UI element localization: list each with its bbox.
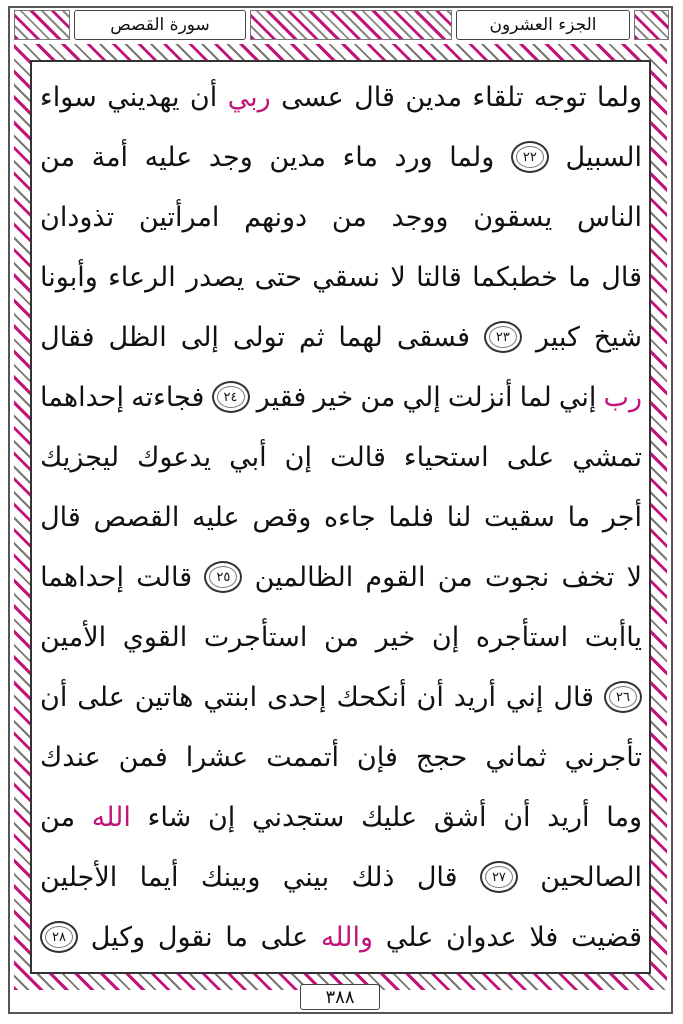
text-line bbox=[40, 130, 642, 184]
word: القصص bbox=[93, 501, 180, 533]
word: على bbox=[77, 681, 125, 713]
word: أن bbox=[503, 801, 531, 833]
word: لما bbox=[519, 381, 552, 413]
word: عسى bbox=[281, 81, 344, 113]
word: خير bbox=[375, 621, 416, 653]
word: فسقى bbox=[396, 321, 470, 353]
word: أنكحك bbox=[336, 681, 407, 713]
word: قال bbox=[354, 81, 395, 113]
word: تأجرني bbox=[564, 741, 642, 773]
word: بيني bbox=[282, 861, 330, 893]
word: سقيت bbox=[483, 501, 555, 533]
word: ليجزيك bbox=[40, 441, 120, 473]
quran-text-block bbox=[40, 68, 642, 966]
word: قال bbox=[416, 861, 458, 893]
word: وقص bbox=[252, 501, 312, 533]
highlighted-word: رب bbox=[603, 381, 642, 413]
word: حتى bbox=[254, 261, 302, 293]
text-line bbox=[40, 670, 642, 724]
word: أن bbox=[40, 681, 68, 713]
word: ثم bbox=[298, 321, 325, 353]
word: فلا bbox=[529, 921, 559, 953]
word: إحدى bbox=[267, 681, 327, 713]
word: امرأتين bbox=[138, 201, 220, 233]
ayah-marker: ٢٨ bbox=[40, 921, 78, 953]
word: أريد bbox=[547, 801, 590, 833]
word: جاءه bbox=[323, 501, 376, 533]
text-line bbox=[40, 490, 642, 544]
word: الأمين bbox=[40, 621, 107, 653]
word: فلما bbox=[388, 501, 435, 533]
word: أمة bbox=[91, 141, 129, 173]
word: نسقي bbox=[312, 261, 381, 293]
ayah-marker: ٢٣ bbox=[484, 321, 522, 353]
word: إحداهما bbox=[40, 381, 124, 413]
word: قال bbox=[40, 501, 81, 533]
word: حجج bbox=[415, 741, 468, 773]
word: تولى bbox=[232, 321, 286, 353]
word: إلي bbox=[402, 381, 441, 413]
word: وما bbox=[606, 801, 642, 833]
word: علي bbox=[385, 921, 434, 953]
word: أجر bbox=[602, 501, 642, 533]
word: وأبونا bbox=[40, 261, 98, 293]
word: الصالحين bbox=[540, 861, 642, 893]
text-line bbox=[40, 310, 642, 364]
ayah-marker: ٢٥ bbox=[204, 561, 242, 593]
word: استحياء bbox=[403, 441, 489, 473]
word: عدوان bbox=[445, 921, 517, 953]
word: عشرا bbox=[185, 741, 249, 773]
word: يسقون bbox=[473, 201, 553, 233]
header-ornament-right bbox=[634, 10, 669, 40]
word: ما bbox=[568, 261, 591, 293]
word: أن bbox=[189, 81, 218, 113]
word: ولما bbox=[449, 141, 495, 173]
word: أتممت bbox=[266, 741, 339, 773]
word: لا bbox=[626, 561, 642, 593]
text-line bbox=[40, 370, 642, 424]
word: قال bbox=[553, 681, 595, 713]
word: لنا bbox=[446, 501, 472, 533]
text-line bbox=[40, 70, 642, 124]
word: فإن bbox=[356, 741, 398, 773]
juz-name-label: الجزء العشرون bbox=[456, 10, 630, 40]
word: قالتا bbox=[416, 261, 462, 293]
word: هاتين bbox=[134, 681, 194, 713]
word: القوم bbox=[365, 561, 426, 593]
word: وجد bbox=[208, 141, 253, 173]
word: من bbox=[40, 801, 76, 833]
page-number: ٣٨٨ bbox=[300, 984, 380, 1010]
word: إن bbox=[207, 801, 236, 833]
word: ماء bbox=[342, 141, 378, 173]
header-ornament-middle bbox=[250, 10, 452, 40]
word: أريد bbox=[453, 681, 496, 713]
word: عليه bbox=[192, 501, 240, 533]
word: من bbox=[323, 621, 359, 653]
word: أنزلت bbox=[447, 381, 513, 413]
word: على bbox=[506, 441, 555, 473]
word: مدين bbox=[269, 141, 327, 173]
surah-name-label: سورة القصص bbox=[74, 10, 246, 40]
ayah-marker: ٢٢ bbox=[511, 141, 549, 173]
word: ثماني bbox=[485, 741, 547, 773]
word: لا bbox=[390, 261, 406, 293]
text-line bbox=[40, 190, 642, 244]
text-line bbox=[40, 250, 642, 304]
word: شاء bbox=[147, 801, 192, 833]
word: كبير bbox=[535, 321, 580, 353]
word: إلى bbox=[180, 321, 219, 353]
word: وكيل bbox=[90, 921, 146, 953]
word: يصدر bbox=[186, 261, 245, 293]
header-ornament-left bbox=[14, 10, 70, 40]
word: إحداهما bbox=[40, 561, 125, 593]
word: ولما bbox=[596, 81, 642, 113]
text-line bbox=[40, 910, 642, 964]
word: إن bbox=[284, 441, 312, 473]
word: الناس bbox=[576, 201, 642, 233]
word: أشق bbox=[433, 801, 487, 833]
word: توجه bbox=[533, 81, 587, 113]
word: الأجلين bbox=[40, 861, 118, 893]
word: ابنتي bbox=[203, 681, 258, 713]
text-line bbox=[40, 430, 642, 484]
word: تمشي bbox=[572, 441, 642, 473]
word: ورد bbox=[394, 141, 433, 173]
word: ذلك bbox=[351, 861, 395, 893]
word: قضيت bbox=[571, 921, 642, 953]
ayah-marker: ٢٧ bbox=[480, 861, 518, 893]
highlighted-word: ربي bbox=[227, 81, 271, 113]
word: الظل bbox=[108, 321, 167, 353]
word: أن bbox=[416, 681, 444, 713]
word: سواء bbox=[40, 81, 97, 113]
word: عليه bbox=[144, 141, 193, 173]
word: ياأبت bbox=[584, 621, 642, 653]
text-line bbox=[40, 550, 642, 604]
word: مدين bbox=[405, 81, 463, 113]
word: يهديني bbox=[107, 81, 180, 113]
word: وبينك bbox=[200, 861, 261, 893]
ayah-marker: ٢٤ bbox=[212, 381, 250, 413]
word: أيما bbox=[139, 861, 179, 893]
word: على bbox=[260, 921, 309, 953]
word: فجاءته bbox=[131, 381, 205, 413]
word: من bbox=[40, 141, 76, 173]
word: فقير bbox=[256, 381, 307, 413]
word: خير bbox=[313, 381, 354, 413]
text-line bbox=[40, 610, 642, 664]
text-line bbox=[40, 790, 642, 844]
word: فمن bbox=[118, 741, 168, 773]
word: تذودان bbox=[40, 201, 115, 233]
word: لهما bbox=[338, 321, 383, 353]
word: شيخ bbox=[593, 321, 642, 353]
word: ما bbox=[567, 501, 591, 533]
word: دونهم bbox=[244, 201, 308, 233]
word: من bbox=[331, 201, 367, 233]
word: نقول bbox=[157, 921, 213, 953]
word: خطبكما bbox=[472, 261, 558, 293]
word: يدعوك bbox=[137, 441, 212, 473]
word: إن bbox=[431, 621, 460, 653]
word: فقال bbox=[40, 321, 95, 353]
word: الرعاء bbox=[108, 261, 176, 293]
word: الظالمين bbox=[254, 561, 354, 593]
word: ووجد bbox=[391, 201, 449, 233]
word: القوي bbox=[122, 621, 188, 653]
word: أبي bbox=[229, 441, 267, 473]
word: إني bbox=[505, 681, 544, 713]
word: تخف bbox=[561, 561, 615, 593]
highlighted-word: الله bbox=[91, 801, 131, 833]
word: تلقاء bbox=[472, 81, 524, 113]
highlighted-word: والله bbox=[320, 921, 374, 953]
word: عليك bbox=[361, 801, 418, 833]
ayah-marker: ٢٦ bbox=[604, 681, 642, 713]
word: عندك bbox=[40, 741, 101, 773]
text-line bbox=[40, 730, 642, 784]
word: ستجدني bbox=[252, 801, 345, 833]
word: ما bbox=[225, 921, 248, 953]
word: من bbox=[437, 561, 473, 593]
word: السبيل bbox=[565, 141, 642, 173]
word: قالت bbox=[136, 561, 193, 593]
word: من bbox=[360, 381, 396, 413]
word: إني bbox=[558, 381, 597, 413]
word: نجوت bbox=[484, 561, 550, 593]
word: قالت bbox=[330, 441, 386, 473]
word: استأجرت bbox=[203, 621, 308, 653]
word: استأجره bbox=[475, 621, 569, 653]
text-line bbox=[40, 850, 642, 904]
word: قال bbox=[601, 261, 642, 293]
